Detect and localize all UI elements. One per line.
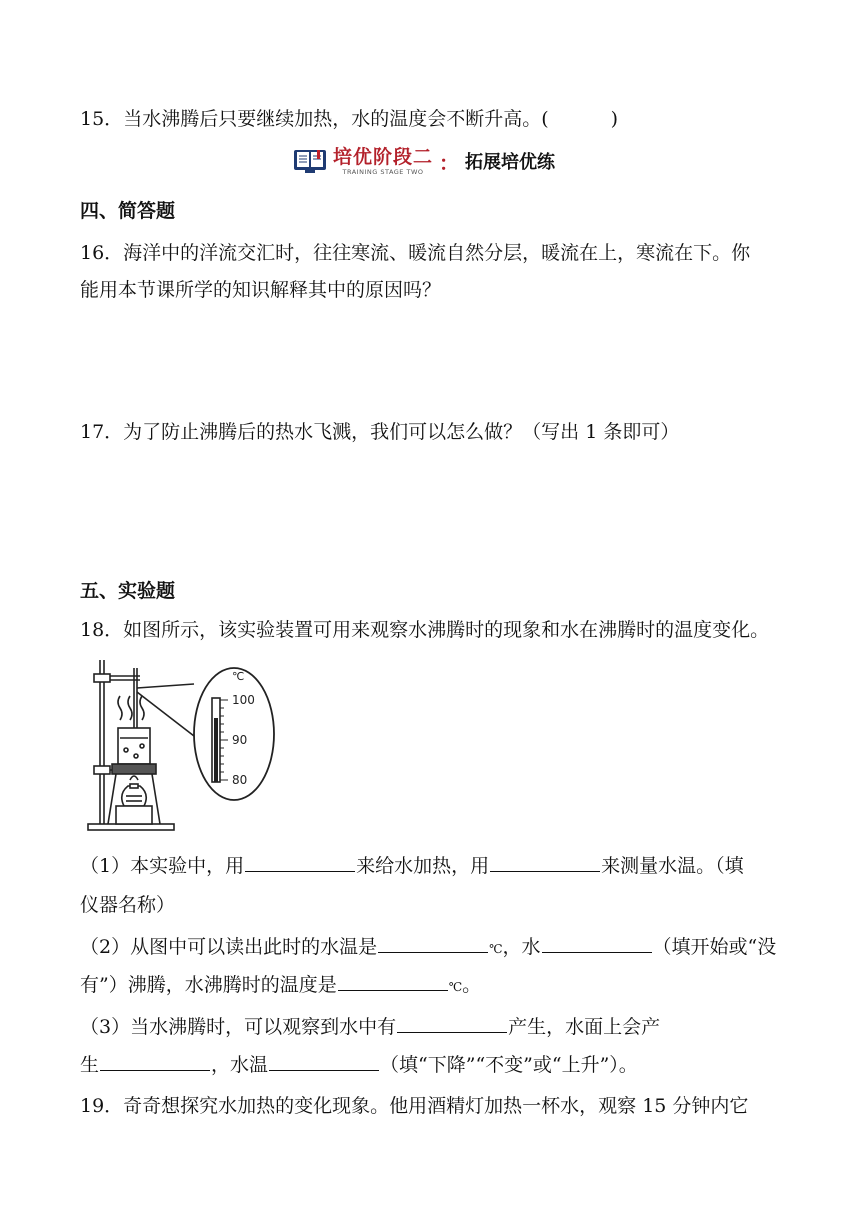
answer-blank-surface[interactable] bbox=[100, 1052, 210, 1071]
question-18-part3: （3）当水沸腾时，可以观察到水中有 产生，水面上会产 bbox=[80, 1016, 661, 1038]
answer-blank-thermometer[interactable] bbox=[490, 853, 600, 872]
question-18-part2-cont: 有”）沸腾，水沸腾时的温度是 ℃。 bbox=[80, 974, 482, 996]
question-18-part2: （2）从图中可以读出此时的水温是 ℃，水 （填开始或“没 bbox=[80, 936, 777, 958]
question-16-line1: 16．海洋中的洋流交汇时，往往寒流、暖流自然分层，暖流在上，寒流在下。你 bbox=[80, 242, 751, 264]
figure-tick-80: 80 bbox=[232, 773, 248, 787]
question-17: 17．为了防止沸腾后的热水飞溅，我们可以怎么做？（写出 1 条即可） bbox=[80, 421, 680, 443]
section-heading-experiment: 五、实验题 bbox=[80, 580, 176, 602]
section-heading-short-answer: 四、简答题 bbox=[80, 200, 176, 222]
answer-blank-temperature[interactable] bbox=[378, 934, 488, 953]
figure-unit-label: ℃ bbox=[232, 670, 245, 683]
q15-text: 15．当水沸腾后只要继续加热，水的温度会不断升高。( bbox=[80, 108, 549, 130]
question-18-part3-cont: 生 ，水温 （填“下降”“不变”或“上升”）。 bbox=[80, 1054, 638, 1076]
answer-blank-bubbles[interactable] bbox=[397, 1014, 507, 1033]
stage-suffix: 拓展培优练 bbox=[465, 152, 556, 173]
question-15: 15．当水沸腾后只要继续加热，水的温度会不断升高。( ) bbox=[80, 108, 619, 130]
question-18-intro: 18．如图所示，该实验装置可用来观察水沸腾时的现象和水在沸腾时的温度变化。 bbox=[80, 619, 770, 641]
book-icon bbox=[293, 148, 327, 174]
answer-blank-boiling-state[interactable] bbox=[542, 934, 652, 953]
stage-banner bbox=[293, 143, 555, 179]
answer-blank-heater[interactable] bbox=[245, 853, 355, 872]
stage-subtitle: TRAINING STAGE TWO bbox=[342, 167, 424, 176]
figure-tick-100: 100 bbox=[232, 693, 255, 707]
figure-tick-90: 90 bbox=[232, 733, 248, 747]
question-16-line2: 能用本节课所学的知识解释其中的原因吗？ bbox=[80, 279, 442, 301]
stage-colon: ： bbox=[439, 150, 460, 175]
boiling-apparatus-figure bbox=[86, 658, 276, 834]
question-18-part1: （1）本实验中，用 来给水加热，用 来测量水温。（填 bbox=[80, 855, 744, 877]
answer-blank-boiling-point[interactable] bbox=[338, 972, 448, 991]
answer-blank-water-temp[interactable] bbox=[269, 1052, 379, 1071]
question-18-part1-cont: 仪器名称） bbox=[80, 894, 176, 916]
stage-title: 培优阶段二 bbox=[333, 145, 434, 168]
question-19: 19．奇奇想探究水加热的变化现象。他用酒精灯加热一杯水，观察 15 分钟内它 bbox=[80, 1095, 749, 1117]
